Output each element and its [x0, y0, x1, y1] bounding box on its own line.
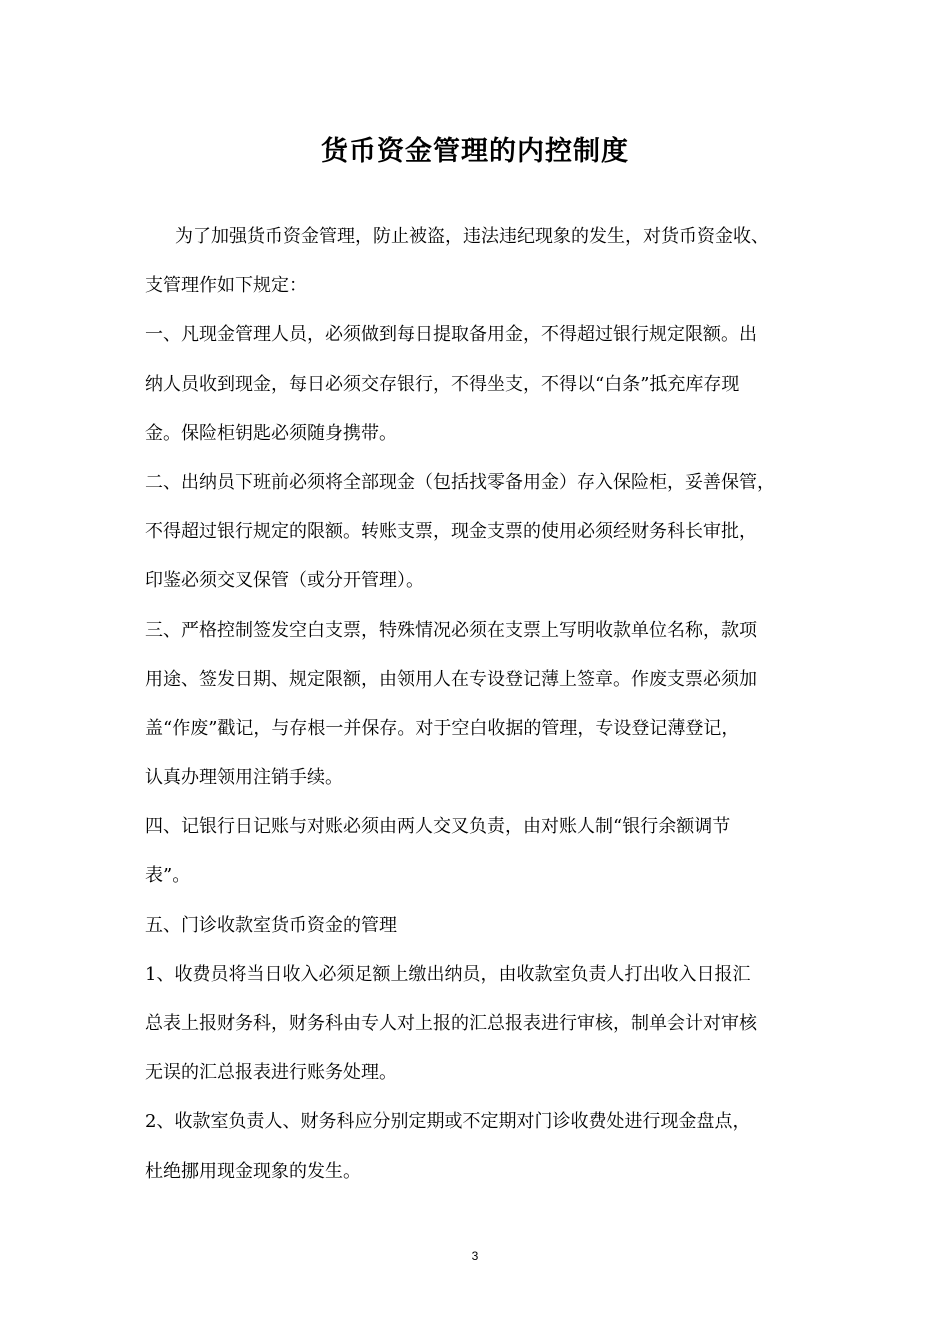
paragraph-line: 杜绝挪用现金现象的发生。 — [145, 1160, 361, 1182]
paragraph-line: 用途、签发日期、规定限额，由领用人在专设登记薄上签章。作废支票必须加 — [145, 668, 757, 690]
paragraph-line: 二、出纳员下班前必须将全部现金（包括找零备用金）存入保险柜，妥善保管， — [145, 471, 775, 493]
paragraph-line: 2、收款室负责人、财务科应分别定期或不定期对门诊收费处进行现金盘点， — [145, 1111, 751, 1133]
document-title: 货币资金管理的内控制度 — [321, 136, 629, 167]
paragraph-line: 盖“作废”戳记，与存根一并保存。对于空白收据的管理，专设登记薄登记， — [145, 717, 740, 739]
paragraph-line: 三、严格控制签发空白支票，特殊情况必须在支票上写明收款单位名称，款项 — [145, 619, 757, 641]
paragraph-line: 纳人员收到现金，每日必须交存银行，不得坐支，不得以“白条”抵充库存现 — [145, 373, 740, 395]
paragraph-line: 不得超过银行规定的限额。转账支票，现金支票的使用必须经财务科长审批， — [145, 521, 757, 543]
paragraph-line: 表”。 — [145, 865, 191, 887]
paragraph-line: 总表上报财务科，财务科由专人对上报的汇总报表进行审核，制单会计对审核 — [145, 1013, 757, 1034]
paragraph-line: 一、凡现金管理人员，必须做到每日提取备用金，不得超过银行规定限额。出 — [145, 324, 757, 346]
paragraph-line: 支管理作如下规定： — [145, 275, 307, 297]
document-body — [145, 212, 813, 1196]
paragraph-line: 为了加强货币资金管理，防止被盗，违法违纪现象的发生，对货币资金收、 — [175, 226, 769, 247]
paragraph-line: 印鉴必须交叉保管（或分开管理）。 — [145, 570, 424, 592]
paragraph-line: 五、门诊收款室货币资金的管理 — [145, 914, 397, 936]
page-number: 3 — [471, 1249, 479, 1263]
paragraph-line: 四、记银行日记账与对账必须由两人交叉负责，由对账人制“银行余额调节 — [145, 816, 731, 838]
paragraph-line: 无误的汇总报表进行账务处理。 — [145, 1062, 397, 1084]
paragraph-line: 1、收费员将当日收入必须足额上缴出纳员，由收款室负责人打出收入日报汇 — [145, 963, 751, 985]
paragraph-line: 金。保险柜钥匙必须随身携带。 — [145, 422, 397, 444]
paragraph-line: 认真办理领用注销手续。 — [145, 767, 343, 789]
